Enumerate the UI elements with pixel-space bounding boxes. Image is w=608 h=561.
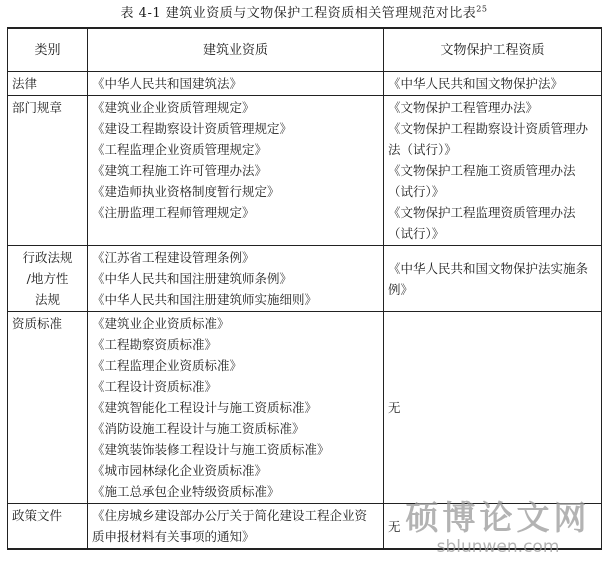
table-caption [0, 2, 608, 21]
regulation-item: 《注册监理工程师管理规定》 [92, 205, 255, 220]
regulation-item: 《建筑业企业资质管理规定》 [92, 100, 255, 115]
heritage-cell [384, 246, 602, 312]
regulation-item: 《中华人民共和国注册建筑师实施细则》 [92, 292, 318, 307]
table-row-department-rules [8, 96, 602, 246]
table-row-administrative-regulations [8, 246, 602, 312]
heritage-cell [384, 504, 602, 550]
regulation-item: 《文物保护工程勘察设计资质管理办法（试行）》 [388, 121, 589, 157]
row-category-cell [8, 312, 88, 504]
header-category: 类别 [8, 28, 88, 72]
regulation-item: 《建造师执业资格制度暂行规定》 [92, 184, 280, 199]
none-value: 无 [388, 518, 401, 534]
regulation-item: 《工程勘察资质标准》 [92, 337, 218, 352]
category-label: 行政法规 [22, 250, 73, 265]
category-label: 部门规章 [12, 100, 63, 115]
heritage-cell [384, 312, 602, 504]
header-heritage-qualification: 文物保护工程资质 [384, 28, 602, 72]
none-value: 无 [388, 400, 401, 415]
comparison-table [7, 27, 602, 550]
watermark-chinese: 硕博论文网 [405, 498, 591, 537]
category-label: /地方性 [26, 271, 69, 286]
construction-cell [88, 72, 384, 96]
regulation-item: 《中华人民共和国注册建筑师条例》 [92, 271, 293, 286]
regulation-item: 《工程监理企业资质标准》 [92, 358, 243, 373]
row-category-cell [8, 504, 88, 550]
construction-cell [88, 312, 384, 504]
table-row-policy-documents [8, 504, 602, 550]
table-row-law [8, 72, 602, 96]
regulation-item: 《建筑业企业资质标准》 [92, 316, 230, 331]
regulation-item: 《消防设施工程设计与施工资质标准》 [92, 421, 305, 436]
regulation-item: 《中华人民共和国文物保护法》 [388, 76, 564, 91]
regulation-item: 《建筑装饰装修工程设计与施工资质标准》 [92, 442, 330, 457]
table-row-qualification-standards [8, 312, 602, 504]
heritage-cell [384, 72, 602, 96]
heritage-cell [384, 96, 602, 246]
regulation-item: 《建筑智能化工程设计与施工资质标准》 [92, 400, 318, 415]
table-header-row [8, 28, 602, 72]
regulation-item: 《中华人民共和国文物保护法实施条例》 [388, 260, 589, 297]
category-label: 法律 [12, 76, 38, 91]
regulation-item: 《工程监理企业资质管理规定》 [92, 142, 268, 157]
regulation-item: 《建筑工程施工许可管理办法》 [92, 163, 268, 178]
regulation-item: 《城市园林绿化企业资质标准》 [92, 463, 268, 478]
construction-cell [88, 504, 384, 550]
watermark-url: sblunwen.com [436, 537, 560, 557]
regulation-item: 《江苏省工程建设管理条例》 [92, 250, 255, 265]
regulation-item: 《建设工程勘察设计资质管理规定》 [92, 121, 293, 136]
regulation-item: 《施工总承包企业特级资质标准》 [92, 484, 280, 499]
construction-cell [88, 246, 384, 312]
row-category-cell [8, 96, 88, 246]
caption-footnote-marker: 25 [476, 4, 488, 14]
category-label: 资质标准 [12, 316, 63, 331]
header-construction-qualification: 建筑业资质 [88, 28, 384, 72]
row-category-cell [8, 72, 88, 96]
regulation-item: 《文物保护工程监理资质管理办法（试行）》 [388, 205, 576, 241]
regulation-item: 《中华人民共和国建筑法》 [92, 76, 243, 91]
caption-text: 表 4-1 建筑业资质与文物保护工程资质相关管理规范对比表 [120, 6, 477, 21]
row-category-cell [8, 246, 88, 312]
category-label: 法规 [34, 292, 60, 307]
regulation-item: 《工程设计资质标准》 [92, 379, 218, 394]
regulation-item: 《文物保护工程管理办法》 [388, 100, 539, 115]
regulation-item: 《文物保护工程施工资质管理办法（试行）》 [388, 163, 576, 199]
category-label: 政策文件 [12, 508, 63, 523]
regulation-item: 《住房城乡建设部办公厅关于简化建设工程企业资质申报材料有关事项的通知》 [92, 508, 368, 544]
construction-cell [88, 96, 384, 246]
